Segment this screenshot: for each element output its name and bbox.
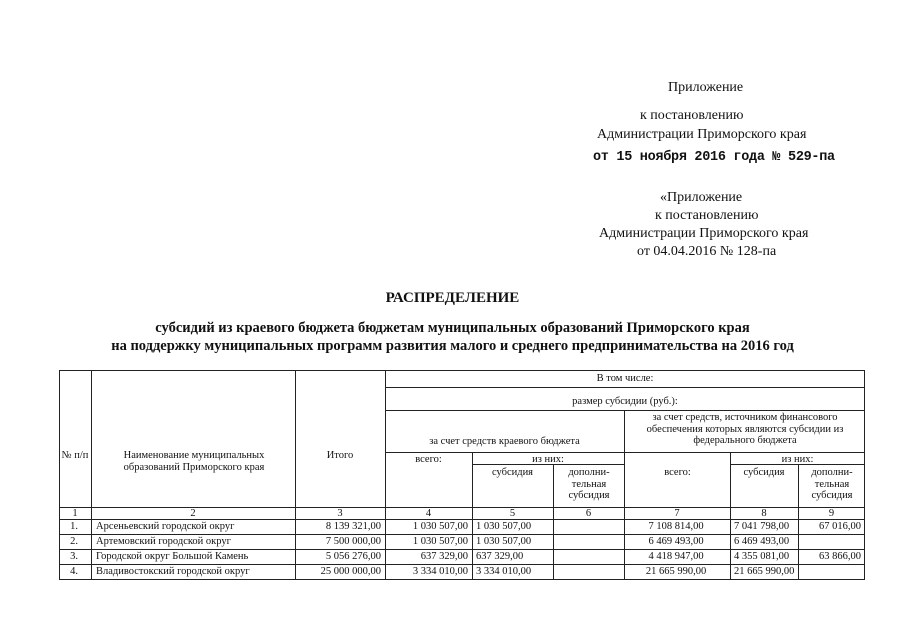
header2-line3: Администрации Приморского края — [599, 226, 809, 241]
table-cell-fed_sub: 6 469 493,00 — [734, 536, 790, 547]
colnum-2: 2 — [190, 508, 196, 519]
table-cell-total: 8 139 321,00 — [325, 521, 381, 532]
table-cell-name: Владивостокский городской округ — [96, 566, 250, 577]
subtitle-line2: на поддержку муниципальных программ развития малого и среднего предпринимательства на 2016 год — [111, 338, 794, 354]
header-num: № п/п — [61, 450, 89, 461]
table-cell-total: 25 000 000,00 — [320, 566, 381, 577]
table-cell-reg_all: 1 030 507,00 — [412, 536, 468, 547]
table-cell-fed_add: 63 866,00 — [819, 551, 861, 562]
header-federal-additional: дополни-тельная субсидия — [811, 467, 853, 501]
subtitle-line1: субсидий из краевого бюджета бюджетам муниципальных образований Приморского края — [155, 320, 750, 336]
table-cell-name: Арсеньевский городской округ — [96, 521, 235, 532]
header1-line3: Администрации Приморского края — [597, 127, 807, 142]
header-regional-all: всего: — [415, 454, 442, 465]
header-federal-subsidy: субсидия — [743, 467, 785, 478]
table-cell-n: 4. — [70, 566, 78, 577]
header-federal-all: всего: — [664, 467, 691, 478]
colnum-5: 5 — [509, 508, 516, 519]
header2-line4: от 04.04.2016 № 128-па — [637, 244, 777, 259]
table-cell-total: 5 056 276,00 — [325, 551, 381, 562]
table-cell-total: 7 500 000,00 — [325, 536, 381, 547]
table-cell-fed_add: 67 016,00 — [819, 521, 861, 532]
colnum-6: 6 — [585, 508, 592, 519]
table-cell-n: 3. — [70, 551, 78, 562]
colnum-4: 4 — [425, 508, 432, 519]
header-subsidy-size: размер субсидии (руб.): — [572, 396, 678, 407]
page-title: РАСПРЕДЕЛЕНИЕ — [385, 290, 520, 306]
header2-line1: «Приложение — [660, 190, 743, 205]
header2-line2: к постановлению — [655, 208, 759, 223]
colnum-7: 7 — [674, 508, 680, 519]
header-including: В том числе: — [596, 373, 654, 384]
table-cell-reg_sub: 1 030 507,00 — [476, 521, 532, 532]
header-regional-of: из них: — [532, 454, 564, 465]
header1-line2: к постановлению — [640, 108, 744, 123]
header1-line1: Приложение — [668, 80, 744, 95]
header1-line4: от 15 ноября 2016 года № 529-па — [593, 150, 835, 165]
table-cell-n: 2. — [70, 536, 78, 547]
table-cell-name: Городской округ Большой Камень — [96, 551, 249, 562]
table-cell-fed_all: 6 469 493,00 — [648, 536, 704, 547]
colnum-1: 1 — [72, 508, 78, 519]
distribution-table — [59, 370, 867, 580]
table-cell-fed_sub: 21 665 990,00 — [734, 566, 795, 577]
table-cell-fed_all: 7 108 814,00 — [648, 521, 704, 532]
colnum-9: 9 — [828, 508, 835, 519]
table-cell-fed_all: 4 418 947,00 — [648, 551, 704, 562]
colnum-8: 8 — [761, 508, 767, 519]
table-cell-n: 1. — [70, 521, 78, 532]
table-cell-fed_sub: 4 355 081,00 — [734, 551, 790, 562]
header-federal: за счет средств, источником финансового обеспечения которых являются субсидии из федерального бюджета — [646, 412, 844, 446]
table-cell-name: Артемовский городской округ — [96, 536, 231, 547]
header-total: Итого — [326, 450, 354, 461]
header-regional: за счет средств краевого бюджета — [429, 436, 580, 447]
header-name: Наименование муниципальных образований Приморского края — [123, 450, 265, 473]
header-regional-subsidy: субсидия — [491, 467, 534, 478]
table-cell-reg_sub: 637 329,00 — [476, 551, 524, 562]
table-cell-fed_all: 21 665 990,00 — [645, 566, 707, 577]
table-cell-fed_sub: 7 041 798,00 — [734, 521, 790, 532]
header-federal-of: из них: — [781, 454, 814, 465]
table-cell-reg_sub: 3 334 010,00 — [476, 566, 532, 577]
table-cell-reg_sub: 1 030 507,00 — [476, 536, 532, 547]
table-cell-reg_all: 3 334 010,00 — [412, 566, 468, 577]
table-cell-reg_all: 1 030 507,00 — [412, 521, 468, 532]
table-cell-reg_all: 637 329,00 — [420, 551, 468, 562]
header-regional-additional: дополни-тельная субсидия — [568, 467, 610, 501]
colnum-3: 3 — [337, 508, 343, 519]
